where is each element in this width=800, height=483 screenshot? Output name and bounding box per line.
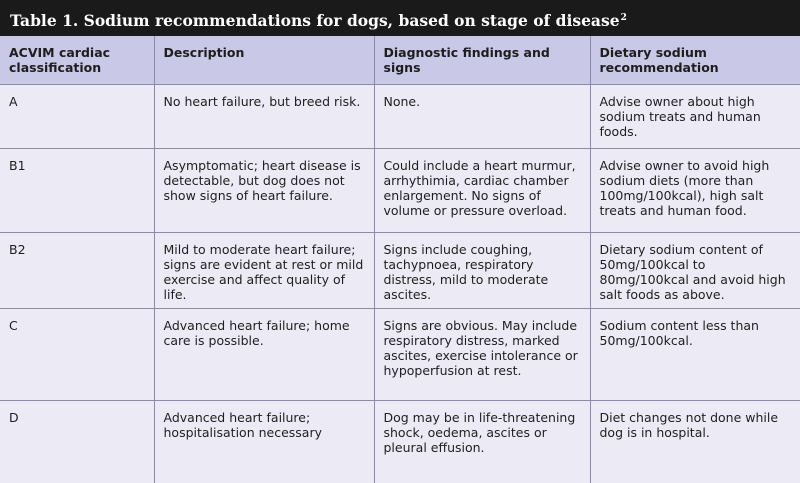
cell-description: Asymptomatic; heart disease is detectable, but dog does not show signs of heart failure. <box>154 148 374 232</box>
cell-recommendation: Dietary sodium content of 50mg/100kcal to 80mg/100kcal and avoid high salt foods as above. <box>590 232 800 308</box>
cell-description: Mild to moderate heart failure; signs are evident at rest or mild exercise and affect quality of life. <box>154 232 374 308</box>
cell-recommendation: Advise owner to avoid high sodium diets (more than 100mg/100kcal), high salt treats and human food. <box>590 148 800 232</box>
cell-stage: D <box>0 400 154 483</box>
column-header-findings: Diagnostic findings and signs <box>374 36 590 84</box>
table-row <box>0 84 800 148</box>
column-header-description: Description <box>154 36 374 84</box>
table-row <box>0 400 800 483</box>
cell-stage: B2 <box>0 232 154 308</box>
column-header-classification: ACVIM cardiac classification <box>0 36 154 84</box>
cell-stage: C <box>0 308 154 400</box>
cell-description: Advanced heart failure; home care is possible. <box>154 308 374 400</box>
cell-stage: A <box>0 84 154 148</box>
cell-recommendation: Sodium content less than 50mg/100kcal. <box>590 308 800 400</box>
table-row <box>0 232 800 308</box>
cell-findings: Could include a heart murmur, arrhythimia, cardiac chamber enlargement. No signs of volume or pressure overload. <box>374 148 590 232</box>
cell-recommendation: Advise owner about high sodium treats and human foods. <box>590 84 800 148</box>
column-header-recommendation: Dietary sodium recommendation <box>590 36 800 84</box>
cell-description: Advanced heart failure; hospitalisation necessary <box>154 400 374 483</box>
cell-findings: Dog may be in life-threatening shock, oedema, ascites or pleural effusion. <box>374 400 590 483</box>
table-title <box>0 0 800 36</box>
table-row <box>0 148 800 232</box>
data-table <box>0 36 800 483</box>
table-row <box>0 308 800 400</box>
header-row <box>0 36 800 84</box>
cell-recommendation: Diet changes not done while dog is in hospital. <box>590 400 800 483</box>
cell-findings: Signs are obvious. May include respiratory distress, marked ascites, exercise intolerance or hypoperfusion at rest. <box>374 308 590 400</box>
cell-findings: None. <box>374 84 590 148</box>
table-title-text: Table 1. Sodium recommendations for dogs, based on stage of disease <box>10 11 620 30</box>
cell-findings: Signs include coughing, tachypnoea, respiratory distress, mild to moderate ascites. <box>374 232 590 308</box>
footnote-reference: 2 <box>620 13 627 23</box>
cell-stage: B1 <box>0 148 154 232</box>
cell-description: No heart failure, but breed risk. <box>154 84 374 148</box>
